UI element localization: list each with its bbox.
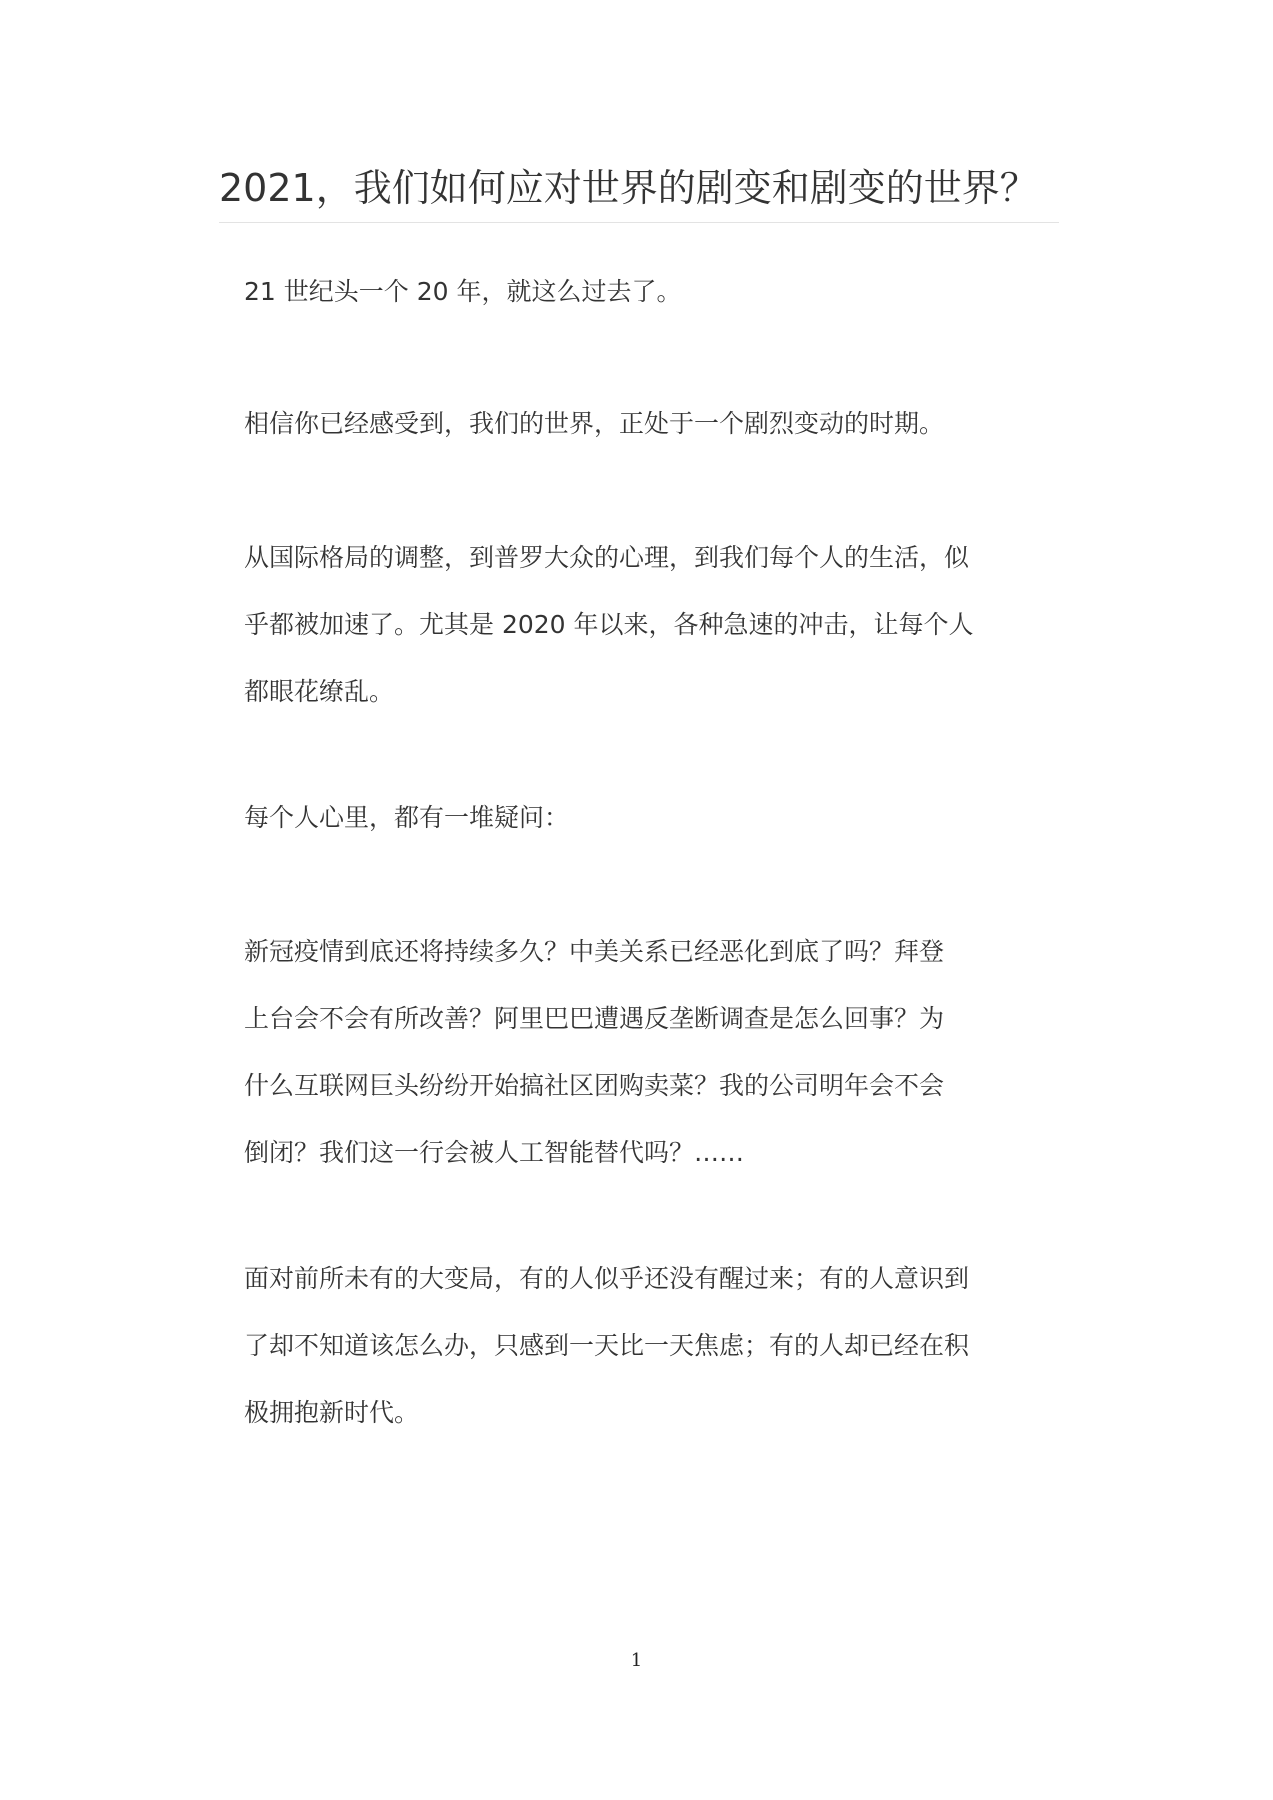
page-number: 1 [630,1650,643,1671]
paragraph-line: 相信你已经感受到，我们的世界，正处于一个剧烈变动的时期。 [244,409,945,438]
paragraph-line: 乎都被加速了。尤其是 2020 年以来，各种急速的冲击，让每个人 [244,610,974,639]
title-divider [219,222,1059,223]
paragraph-5 [244,918,1054,1186]
paragraph-line: 倒闭？我们这一行会被人工智能替代吗？…… [244,1138,745,1167]
paragraph-line: 每个人心里，都有一堆疑问： [244,803,570,832]
paragraph-line: 新冠疫情到底还将持续多久？中美关系已经恶化到底了吗？拜登 [244,937,945,966]
paragraph-line: 上台会不会有所改善？阿里巴巴遭遇反垄断调查是怎么回事？为 [244,1004,945,1033]
paragraph-line: 了却不知道该怎么办，只感到一天比一天焦虑；有的人却已经在积 [244,1331,970,1360]
paragraph-6 [244,1245,1054,1446]
paragraph-1 [244,258,1054,325]
document-title: 2021，我们如何应对世界的剧变和剧变的世界？ [219,166,1038,210]
paragraph-4 [244,784,1054,851]
paragraph-line: 21 世纪头一个 20 年，就这么过去了。 [244,277,682,306]
paragraph-line: 什么互联网巨头纷纷开始搞社区团购卖菜？我的公司明年会不会 [244,1071,945,1100]
paragraph-line: 从国际格局的调整，到普罗大众的心理，到我们每个人的生活，似 [244,543,970,572]
paragraph-line: 极拥抱新时代。 [244,1398,420,1427]
paragraph-3 [244,524,1054,725]
paragraph-line: 面对前所未有的大变局，有的人似乎还没有醒过来；有的人意识到 [244,1264,970,1293]
paragraph-line: 都眼花缭乱。 [244,677,395,706]
paragraph-2 [244,390,1054,457]
